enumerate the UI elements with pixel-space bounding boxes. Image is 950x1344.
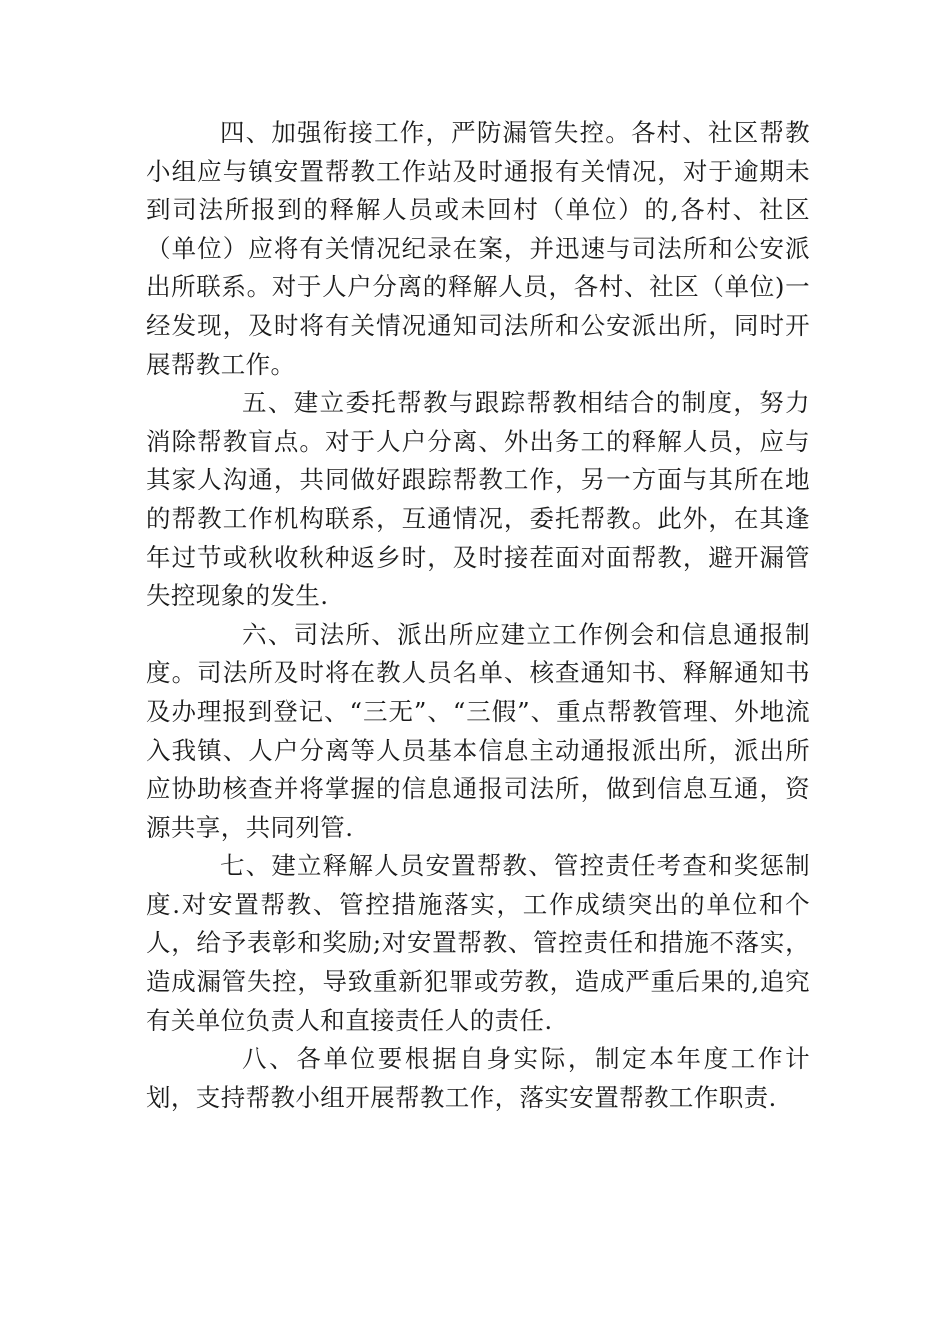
paragraph-seven: 七、建立释解人员安置帮教、管控责任考查和奖惩制度.对安置帮教、管控措施落实，工作成绩突出的单位和个人，给予表彰和奖励;对安置帮教、管控责任和措施不落实，造成漏管失控，导致重新犯罪或劳教，造成严重后果的,追究有关单位负责人和直接责任人的责任. [146, 851, 810, 1035]
paragraph-six: 六、司法所、派出所应建立工作例会和信息通报制度。司法所及时将在教人员名单、核查通知书、释解通知书及办理报到登记、“三无”、“三假”、重点帮教管理、外地流入我镇、人户分离等人员基本信息主动通报派出所，派出所应协助核查并将掌握的信息通报司法所，做到信息互通，资源共享，共同列管. [146, 619, 810, 842]
paragraph-five: 五、建立委托帮教与跟踪帮教相结合的制度，努力消除帮教盲点。对于人户分离、外出务工的释解人员，应与其家人沟通，共同做好跟踪帮教工作，另一方面与其所在地的帮教工作机构联系，互通情况，委托帮教。此外，在其逢年过节或秋收秋种返乡时，及时接茬面对面帮教，避开漏管失控现象的发生. [146, 388, 810, 611]
paragraph-eight: 八、各单位要根据自身实际，制定本年度工作计划，支持帮教小组开展帮教工作，落实安置帮教工作职责. [146, 1044, 810, 1112]
paragraph-four: 四、加强衔接工作，严防漏管失控。各村、社区帮教小组应与镇安置帮教工作站及时通报有关情况，对于逾期未到司法所报到的释解人员或未回村（单位）的,各村、社区（单位）应将有关情况纪录在案，并迅速与司法所和公安派出所联系。对于人户分离的释解人员，各村、社区（单位)一经发现，及时将有关情况通知司法所和公安派出所，同时开展帮教工作。 [146, 118, 810, 379]
document-body [146, 114, 810, 1117]
